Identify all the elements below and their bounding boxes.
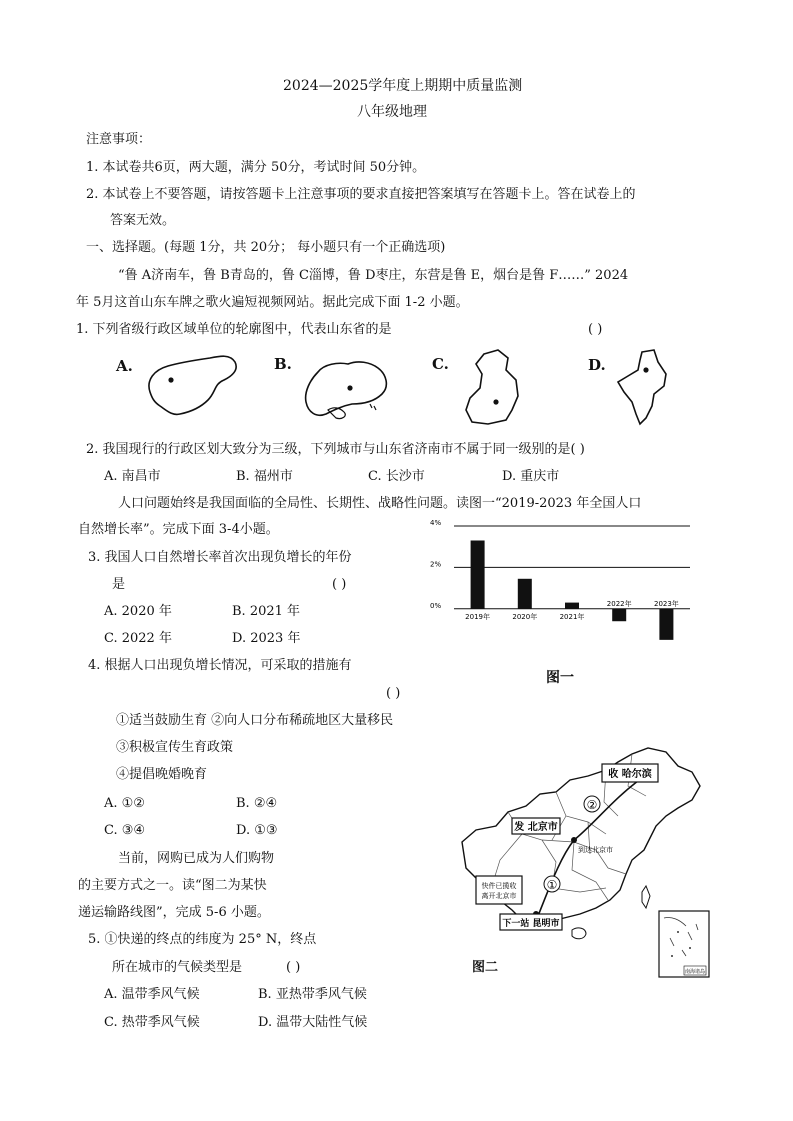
q1-option-a-label: A. xyxy=(116,357,133,375)
figure2-caption: 图二 xyxy=(472,960,499,975)
bar-2022年 xyxy=(612,609,626,621)
inset-label: 南海诸岛 xyxy=(684,969,706,975)
q1-outline-c xyxy=(458,348,530,430)
route-2-label: ② xyxy=(586,798,598,812)
passage3-line3: 递运输路线图”，完成 5-6 小题。 xyxy=(78,905,270,920)
q4-option-d: D. ①③ xyxy=(236,823,278,838)
q1-answer-paren: ( ) xyxy=(588,322,603,337)
q2-option-d: D. 重庆市 xyxy=(502,469,560,484)
hainan-island xyxy=(572,928,586,939)
notice-item-1: 1. 本试卷共6页，两大题，满分 50分，考试时间 50分钟。 xyxy=(86,160,426,175)
passage1-line2: 年 5月这首山东车牌之歌火遍短视频网站。据此完成下面 1-2 小题。 xyxy=(76,295,469,310)
bar-2021年 xyxy=(565,603,579,609)
notice-item-2: 2. 本试卷上不要答题，请按答题卡上注意事项的要求直接把答案填写在答题卡上。答在试卷上的 xyxy=(86,187,636,202)
q1-outline-c-capital-dot xyxy=(493,399,498,404)
bar-2020年 xyxy=(518,579,532,609)
q4-answer-paren: ( ) xyxy=(386,686,401,701)
xtick-label: 2022年 xyxy=(606,599,632,608)
label-kunming: 下一站 昆明市 xyxy=(502,919,560,929)
passage3-line2: 的主要方式之一。读“图二为某快 xyxy=(78,878,267,893)
q3-option-c: C. 2022 年 xyxy=(104,631,172,646)
figure2-inset xyxy=(658,910,710,978)
q4-option-b: B. ②④ xyxy=(236,796,278,811)
notice-item-2-cont: 答案无效。 xyxy=(110,213,176,228)
label-transit: 到达北京市 xyxy=(578,846,613,854)
q1-option-d-label: D. xyxy=(588,356,606,374)
ytick-label: 2% xyxy=(430,560,442,569)
passage3-line1: 当前，网购已成为人们购物 xyxy=(118,851,275,866)
q5-option-d: D. 温带大陆性气候 xyxy=(258,1015,368,1030)
notice-heading: 注意事项： xyxy=(86,132,152,147)
q1-outline-a-capital-dot xyxy=(168,377,173,382)
xtick-label: 2020年 xyxy=(512,612,538,621)
q5-option-b: B. 亚热带季风气候 xyxy=(258,987,367,1002)
q3-option-d: D. 2023 年 xyxy=(232,631,301,646)
q5-answer-paren: ( ) xyxy=(286,960,301,975)
q2-text: 2. 我国现行的行政区划大致分为三级，下列城市与山东省济南市不属于同一级别的是( ) xyxy=(86,442,585,457)
route-1-label: ① xyxy=(546,878,558,892)
q2-option-c: C. 长沙市 xyxy=(368,469,425,484)
section1-heading: 一、选择题。(每题 1分，共 20分； 每小题只有一个正确选项) xyxy=(86,240,446,255)
exam-subtitle: 八年级地理 xyxy=(357,104,427,120)
passage2-line2: 自然增长率”。完成下面 3-4小题。 xyxy=(78,522,279,537)
q5-option-a: A. 温带季风气候 xyxy=(104,987,200,1002)
q4-option-a: A. ①② xyxy=(104,796,145,811)
q1-outline-d xyxy=(612,348,678,428)
q1-outline-b xyxy=(298,352,398,424)
q1-text: 1. 下列省级行政区域单位的轮廓图中，代表山东省的是 xyxy=(76,322,392,337)
bar-2019年 xyxy=(471,540,485,608)
passage1-line1: “鲁 A济南车，鲁 B青岛的，鲁 C淄博，鲁 D枣庄，东营是鲁 E，烟台是鲁 F……” 2024 xyxy=(118,268,629,283)
passage2-line1: 人口问题始终是我国面临的全局性、长期性、战略性问题。读图一“2019-2023 年全国人口 xyxy=(118,496,642,511)
q2-option-a: A. 南昌市 xyxy=(104,469,161,484)
q4-text: 4. 根据人口出现负增长情况，可采取的措施有 xyxy=(88,658,352,673)
q3-text-cont: 是 xyxy=(112,577,126,592)
label-beijing: 发 北京市 xyxy=(514,822,558,833)
xtick-label: 2019年 xyxy=(465,612,491,621)
label-harbin: 收 哈尔滨 xyxy=(608,769,652,780)
q3-option-b: B. 2021 年 xyxy=(232,604,301,619)
beijing-dot xyxy=(571,837,577,843)
exam-title: 2024—2025学年度上期期中质量监测 xyxy=(283,78,523,94)
q4-measure-4: ④提倡晚婚晚育 xyxy=(116,767,208,782)
label-departed-line2: 离开北京市 xyxy=(481,892,517,900)
xtick-label: 2021年 xyxy=(559,612,585,621)
ytick-label: 0% xyxy=(430,601,442,610)
q5-text-cont: 所在城市的气候类型是 xyxy=(112,960,243,975)
q1-outline-a xyxy=(138,352,248,418)
q3-answer-paren: ( ) xyxy=(332,577,347,592)
bar-2023年 xyxy=(659,609,673,640)
q1-outline-b-capital-dot xyxy=(347,385,352,390)
taiwan-island xyxy=(642,886,650,908)
q3-option-a: A. 2020 年 xyxy=(104,604,172,619)
label-departed-line1: 快件已揽收 xyxy=(481,882,517,890)
q5-option-c: C. 热带季风气候 xyxy=(104,1015,200,1030)
q4-measure-3: ③积极宣传生育政策 xyxy=(116,740,234,755)
figure1-caption: 图一 xyxy=(546,670,574,686)
q5-text: 5. ①快递的终点的纬度为 25° N，终点 xyxy=(88,932,317,947)
ytick-label: 4% xyxy=(430,519,442,527)
q4-option-c: C. ③④ xyxy=(104,823,146,838)
q2-option-b: B. 福州市 xyxy=(236,469,293,484)
q3-text: 3. 我国人口自然增长率首次出现负增长的年份 xyxy=(88,550,352,565)
q4-measure-1-2: ①适当鼓励生育 ②向人口分布稀疏地区大量移民 xyxy=(116,713,394,728)
q1-option-c-label: C. xyxy=(432,355,449,373)
xtick-label: 2023年 xyxy=(653,599,679,608)
q1-option-b-label: B. xyxy=(274,355,292,373)
figure1-chart xyxy=(428,516,696,650)
q1-outline-d-capital-dot xyxy=(643,367,648,372)
